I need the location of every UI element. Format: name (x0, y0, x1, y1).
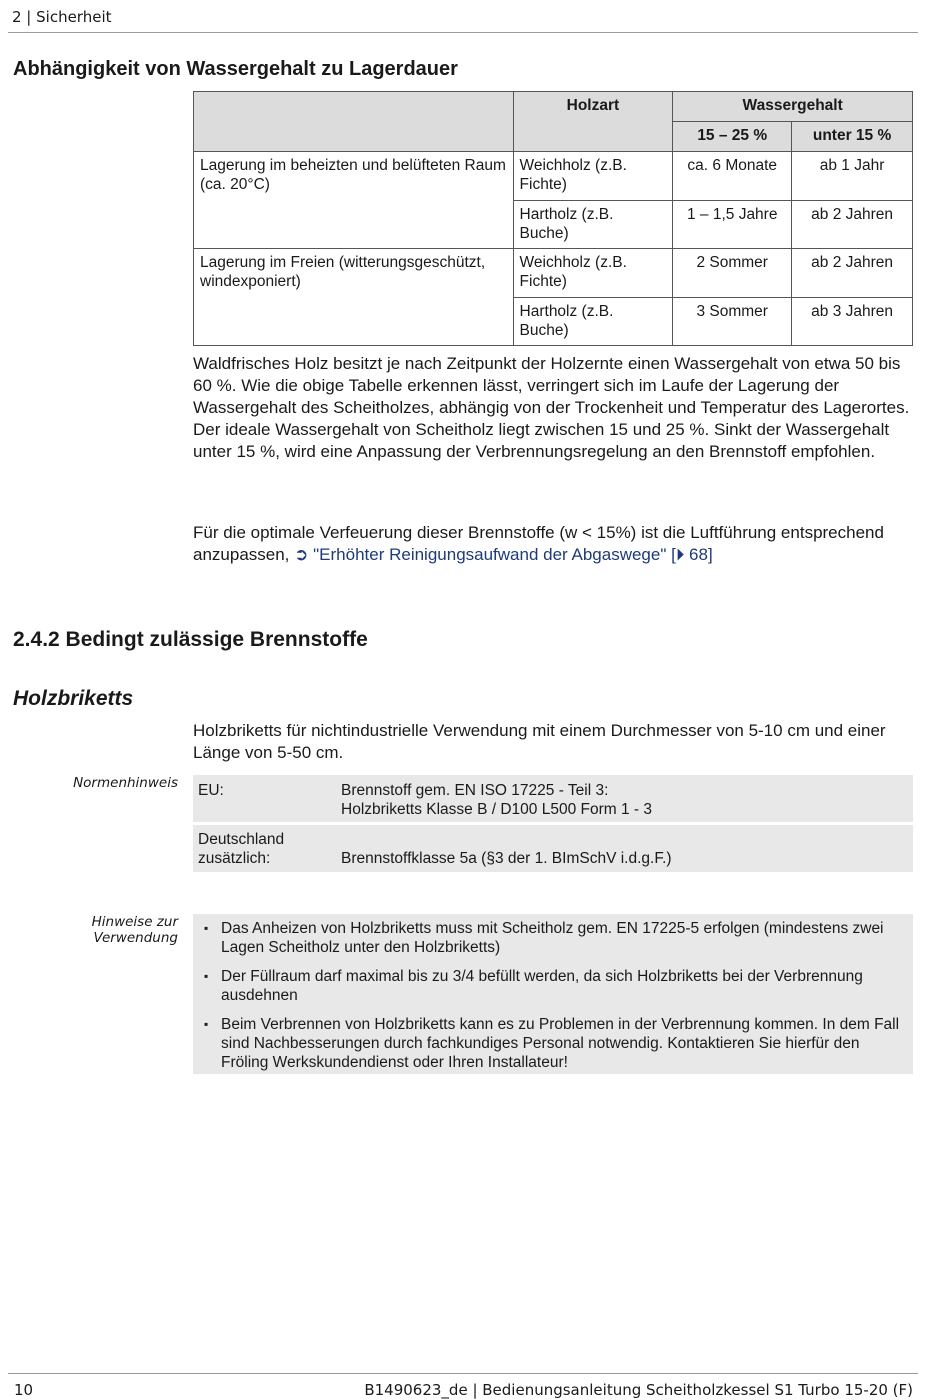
side-label-line: Verwendung (93, 930, 178, 946)
table-cell-lagerung: Lagerung im Freien (witterungsgeschützt, windexponiert) (194, 249, 514, 298)
list-item: ▪ Der Füllraum darf maximal bis zu 3/4 befüllt werden, da sich Holzbriketts bei der Verbrennung ausdehnen (193, 967, 913, 1005)
table-cell-holzart: Weichholz (z.B. Fichte) (513, 249, 673, 298)
table-cell-value: ca. 6 Monate (673, 152, 792, 201)
table-row (194, 152, 913, 201)
norm-row-de (193, 825, 913, 872)
table-cell-value: ab 2 Jahren (792, 249, 913, 298)
play-triangle-icon: ⏵ (675, 545, 685, 564)
table-cell-lagerung (194, 201, 514, 249)
paragraph-text: Für die optimale Verfeuerung dieser Brennstoffe (w < 15%) ist die Luftführung entsprechend anzupassen, (193, 523, 884, 564)
side-label-normenhinweis: Normenhinweis (73, 775, 178, 791)
table-cell-value: ab 1 Jahr (792, 152, 913, 201)
section-title: Abhängigkeit von Wassergehalt zu Lagerdauer (13, 58, 458, 80)
table-cell-holzart: Hartholz (z.B. Buche) (513, 201, 673, 249)
link-page[interactable]: 68] (684, 545, 713, 564)
table-subheader-unter-15: unter 15 % (792, 122, 913, 152)
table-cell-value: 1 – 1,5 Jahre (673, 201, 792, 249)
table-row (194, 201, 913, 249)
list-item: ▪ Beim Verbrennen von Holzbriketts kann es zu Problemen in der Verbrennung kommen. In dem Fall sind Nachbesserungen durch fachkundiges Personal notwendig. Kontaktieren Sie hierfür den Fröling Werkskundendienst oder Ihren Installateur! (193, 1015, 913, 1072)
table-cell-holzart: Hartholz (z.B. Buche) (513, 298, 673, 346)
norm-key: EU: (198, 782, 224, 799)
norm-key: Deutschland (198, 831, 285, 848)
subsection-heading: 2.4.2 Bedingt zulässige Brennstoffe (13, 628, 368, 651)
paragraph-wassergehalt: Waldfrisches Holz besitzt je nach Zeitpunkt der Holzernte einen Wassergehalt von etwa 50 bis 60 %. Wie die obige Tabelle erkennen lässt, verringert sich im Laufe der Lagerung der Wassergehalt des Scheitholzes, abhängig von der Trockenheit und Temperatur des Lagerortes. Der ideale Wassergehalt von Scheitholz liegt zwischen 15 und 25 %. Sinkt der Wassergehalt unter 15 %, wird eine Anpassung der Verbrennungsregelung an den Brennstoff empfohlen. (193, 354, 910, 461)
hinweise-box (193, 914, 913, 1074)
table-row (194, 249, 913, 298)
table-cell-value: 2 Sommer (673, 249, 792, 298)
link-arrow-icon: ➲ (294, 545, 309, 564)
page-number: 10 (14, 1381, 34, 1399)
side-label-line: Hinweise zur (91, 914, 178, 930)
topic-heading: Holzbriketts (13, 687, 134, 710)
cross-reference-link[interactable] (313, 545, 713, 564)
header-divider (8, 32, 918, 33)
table-header-holzart: Holzart (513, 92, 673, 152)
storage-table (193, 91, 913, 346)
table-cell-value: ab 2 Jahren (792, 201, 913, 249)
table-cell-value: 3 Sommer (673, 298, 792, 346)
list-item: ▪ Das Anheizen von Holzbriketts muss mit Scheitholz gem. EN 17225-5 erfolgen (mindestens zwei Lagen Scheitholz unter den Holzbriketts) (193, 919, 913, 957)
side-label-hinweise (13, 914, 178, 946)
link-text[interactable]: "Erhöhter Reinigungsaufwand der Abgaswege" [ (313, 545, 676, 564)
page-header: 2 | Sicherheit (12, 8, 112, 26)
table-header-empty (194, 92, 514, 152)
table-cell-lagerung (194, 298, 514, 346)
footer-divider (8, 1373, 918, 1374)
norm-value: Brennstoff gem. EN ISO 17225 - Teil 3: (341, 782, 609, 799)
intro-paragraph: Holzbriketts für nichtindustrielle Verwendung mit einem Durchmesser von 5-10 cm und einer Länge von 5-50 cm. (193, 721, 886, 762)
hinweise-list (193, 914, 913, 1072)
table-header-wassergehalt: Wassergehalt (673, 92, 913, 122)
table-row (194, 298, 913, 346)
table-cell-value: ab 3 Jahren (792, 298, 913, 346)
norm-value: Holzbriketts Klasse B / D100 L500 Form 1 - 3 (341, 801, 652, 818)
norm-row-eu (193, 775, 913, 822)
norm-value: Brennstoffklasse 5a (§3 der 1. BImSchV i.d.g.F.) (341, 850, 672, 867)
paragraph-verfeuerung (193, 522, 913, 566)
table-cell-holzart: Weichholz (z.B. Fichte) (513, 152, 673, 201)
table-subheader-15-25: 15 – 25 % (673, 122, 792, 152)
norm-key: zusätzlich: (198, 850, 271, 867)
table-cell-lagerung: Lagerung im beheizten und belüfteten Raum (ca. 20°C) (194, 152, 514, 201)
document-reference: B1490623_de | Bedienungsanleitung Scheitholzkessel S1 Turbo 15-20 (F) (364, 1381, 913, 1399)
